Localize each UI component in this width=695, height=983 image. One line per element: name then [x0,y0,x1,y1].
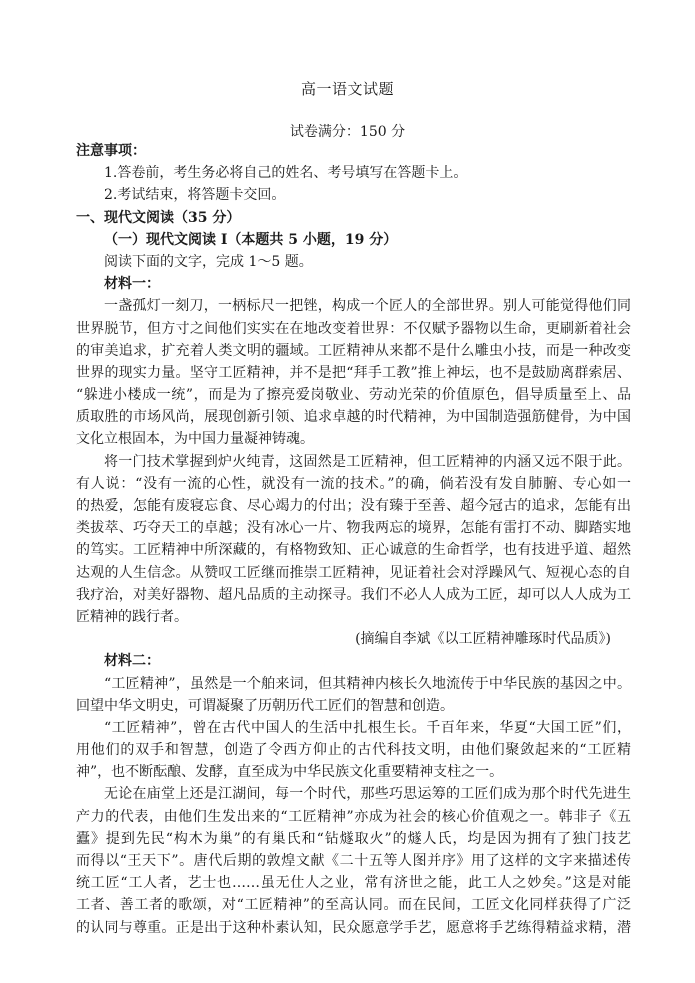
notes-item-2: 2.考试结束，将答题卡交回。 [104,187,286,204]
paragraph-line: 一盏孤灯一刻刀，一柄标尺一把锉，构成一个匠人的全部世界。别人可能觉得他们同 [104,298,631,315]
page-title: 高一语文试题 [300,80,394,98]
paragraph-line: 工者、善工者的歌颂，对“工匠精神”的至高认同。而在民间，工匠文化同样获得了广泛 [76,897,631,914]
sub-section-heading: （一）现代文阅读 I（本题共 5 小题，19 分） [104,231,398,248]
paragraph-line: 的审美追求，扩充着人类文明的疆域。工匠精神从来都不是什么雕虫小技，而是一种改变 [76,342,631,359]
paragraph-line: 的笃实。工匠精神中所深藏的，有格物致知、正心诚意的生命哲学，也有技进乎道、超然 [76,542,631,559]
paragraph-line: “躲进小楼成一统”，而是为了擦亮爱岗敬业、劳动光荣的价值原色，倡导质量至上、品 [76,387,631,404]
paragraph-line: 世界脱节，但方寸之间他们实实在在地改变着世界：不仅赋予器物以生命，更刷新着社会 [76,320,631,337]
paragraph-line: 将一门技术掌握到炉火纯青，这固然是工匠精神，但工匠精神的内涵又远不限于此。 [104,453,631,470]
section-heading: 一、现代文阅读（35 分） [76,209,241,226]
exam-body [76,140,631,939]
paragraph-line: 产力的代表，由他们生发出来的“工匠精神”亦成为社会的核心价值观之一。韩非子《五 [76,808,631,825]
score-line: 试卷满分：150 分 [289,124,406,140]
notes-item-1: 1.答卷前，考生务必将自己的姓名、考号填写在答题卡上。 [104,165,468,182]
paragraph-line: 文化立根固本，为中国力量凝神铸魂。 [76,431,314,448]
paragraph-line: 蠹》提到先民“构木为巢”的有巢氏和“钻燧取火”的燧人氏，均是因为拥有了独门技艺 [76,830,631,847]
paragraph-line: 而得以“王天下”。唐代后期的敦煌文献《二十五等人图并序》用了这样的文字来描述传 [76,853,631,869]
material-1-source: (摘编自李斌《以工匠精神雕琢时代品质》) [355,631,611,648]
paragraph-line: 达观的人生信念。从赞叹工匠继而推崇工匠精神，见证着社会对浮躁风气、短视心态的自 [76,564,631,581]
paragraph-line: 无论在庙堂上还是江湖间，每一个时代，那些巧思运筹的工匠们成为那个时代先进生 [104,786,631,803]
paragraph-line: “工匠精神”，虽然是一个舶来词，但其精神内核长久地流传于中华民族的基因之中。 [104,675,631,692]
instruction-text: 阅读下面的文字，完成 1～5 题。 [104,253,313,270]
paragraph-line: 统工匠“工人者，艺士也……虽无仕人之业，常有济世之能，此工人之妙矣。”这是对能 [76,875,631,892]
paragraph-line: 的热爱，怎能有废寝忘食、尽心竭力的付出；没有臻于至善、超今冠古的追求，怎能有出 [76,498,631,514]
notes-heading: 注意事项： [76,143,146,159]
material-1-label: 材料一： [104,276,160,293]
paragraph-line: 世界的现实力量。坚守工匠精神，并不是把“拜手工教”推上神坛，也不是鼓励离群索居、 [76,364,631,381]
paragraph-line: “工匠精神”，曾在古代中国人的生活中扎根生长。千百年来，华夏“大国工匠”们， [104,719,631,736]
paragraph-line: 神”，也不断酝酿、发酵，直至成为中华民族文化重要精神支柱之一。 [76,764,504,781]
paragraph-line: 类拔萃、巧夺天工的卓越；没有冰心一片、物我两忘的境界，怎能有雷打不动、脚踏实地 [76,520,631,537]
paragraph-line: 有人说：“没有一流的心性，就没有一流的技术。”的确，倘若没有发自肺腑、专心如一 [76,475,631,492]
paragraph-line: 我疗治，对美好器物、超凡品质的主动探寻。我们不必人人成为工匠，却可以人人成为工 [76,586,631,603]
paragraph-line: 用他们的双手和智慧，创造了令西方仰止的古代科技文明，由他们聚敛起来的“工匠精 [76,742,631,759]
material-2-label: 材料二： [104,653,160,670]
paragraph-line: 的认同与尊重。正是出于这种朴素认知，民众愿意学手艺，愿意将手艺练得精益求精，潜 [76,919,631,936]
paragraph-line: 质取胜的市场风尚，展现创新引领、追求卓越的时代精神，为中国制造强筋健骨，为中国 [76,409,631,426]
paragraph-line: 匠精神的践行者。 [76,608,188,625]
paragraph-line: 回望中华文明史，可谓凝聚了历朝历代工匠们的智慧和创造。 [76,697,454,714]
